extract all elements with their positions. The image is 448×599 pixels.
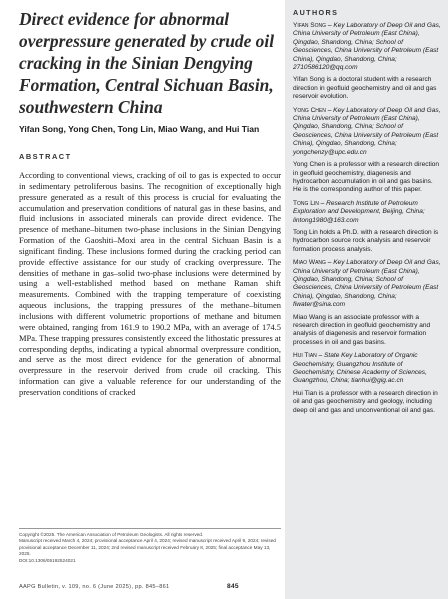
copyright-notice: Copyright ©2025. The American Association of Petroleum Geologists. All rights reserved.	[19, 532, 204, 537]
copyright-block	[19, 532, 281, 564]
author-list: Yifan Song, Yong Chen, Tong Lin, Miao Wang, and Hui Tian	[19, 124, 260, 134]
author-bio: Yifan Song is a doctoral student with a research direction in geofluid geochemistry and oil and gas reservoir evolution.	[293, 76, 437, 101]
author-entry	[293, 22, 442, 102]
affiliation-text: State Key Laboratory of Organic Geochemistry, Guangzhou Institute of Geochemistry, Chinese Academy of Sciences, Guangzhou, China; tianhui@gig.ac.cn	[293, 352, 427, 385]
author-name: Tong Lin	[293, 199, 319, 207]
authors-heading: AUTHORS	[293, 8, 339, 17]
manuscript-history: Manuscript received March 4, 2024; provisional acceptance April 4, 2024; revised manuscript received April 9, 2024; revised provisional acceptance December 11, 2024; 2nd revised manuscript received February 8, 2025; final acceptance May 13, 2025.	[19, 538, 276, 557]
main-column	[19, 8, 281, 398]
author-bio: Tong Lin holds a Ph.D. with a research direction is hydrocarbon source rock analysis and reservoir formation process analysis.	[293, 228, 439, 253]
affiliation-text: Key Laboratory of Deep Oil and Gas, China University of Petroleum (East China), Qingdao, Shandong, China; School of Geosciences, China University of Petroleum (East China), Qingdao, Shandong, China; 2710586120@qq.com	[293, 22, 441, 72]
authors-sidebar	[285, 0, 448, 599]
author-entry	[293, 259, 442, 347]
abstract-body: According to conventional views, cracking of oil to gas is expected to occur in sedimentary petroliferous basins. The recognition of exceptionally high pressure generated as a result of this process is crucial for evaluating the accumulation and preservation conditions of natural gas in these basins, and fluid inclusions in associated minerals can provide direct evidence. The presence of methane–bitumen two-phase inclusions in the Sinian Dengying Formation of the Gaoshiti–Moxi area in the central Sichuan Basin is a significant finding. These inclusions formed during the cracking period can provide effective assistance for our study of cracking overpressure. The densities of methane in gas–solid two-phase inclusions were determined by using a well-established method based on methane Raman shift measurements. Combined with the trapping temperature of coexisting aqueous inclusions, the trapping pressures of the methane–bitumen inclusions with different volumetric proportions of methane and bitumen were obtained, ranging from 161.9 to 190.2 MPa, with an average of 174.5 MPa. These trapping pressures consistently exceed the lithostatic pressures at corresponding depths, indicating a typical abnormal overpressure condition, and serve as the most direct evidence for the generation of abnormal overpressure in the reservoir derived from crude oil cracking. This information can give a valuable reference for our understanding of the preservation conditions of cracked	[19, 170, 281, 397]
author-affiliation: Tong Lin – Research Institute of Petroleum Exploration and Development, Beijing, China; lintong1980@163.com	[293, 199, 425, 224]
page-footer	[19, 584, 281, 590]
journal-citation: AAPG Bulletin, v. 109, no. 6 (June 2025), pp. 845–861	[19, 584, 170, 590]
author-affiliation: Yifan Song – Key Laboratory of Deep Oil and Gas, China University of Petroleum (East China), Qingdao, Shandong, China; School of Geosciences, China University of Petroleum (East China), Qingdao, Shandong, China; 2710586120@qq.com	[293, 22, 441, 72]
author-affiliation: Hui Tian – State Key Laboratory of Organic Geochemistry, Guangzhou Institute of Geochemistry, Chinese Academy of Sciences, Guangzhou, China; tianhui@gig.ac.cn	[293, 352, 427, 385]
author-bio: Yong Chen is a professor with a research direction in geofluid geochemistry, diagenesis and hydrocarbon accumulation in oil and gas basins. He is the corresponding author of this paper.	[293, 161, 440, 194]
author-bio: Miao Wang is an associate professor with a research direction in geofluid geochemistry and analysis of diagenesis and reservoir formation processes in oil and gas basins.	[293, 313, 431, 346]
author-name: Hui Tian	[293, 352, 317, 360]
doi: DOI:10.1306/05192524021	[19, 557, 76, 563]
footnote-divider	[19, 528, 281, 529]
author-entry	[293, 200, 442, 254]
author-entry	[293, 107, 442, 195]
affiliation-text: Key Laboratory of Deep Oil and Gas, China University of Petroleum (East China), Qingdao, Shandong, China; School of Geosciences, China University of Petroleum (East China), Qingdao, Shandong, China; yongchenzy@upc.edu.cn	[293, 106, 441, 156]
author-name: Yifan Song	[293, 22, 327, 29]
article-title: Direct evidence for abnormal overpressure generated by crude oil cracking in the Sinian Dengying Formation, Central Sichuan Basin, southwestern China	[19, 9, 275, 117]
affiliation-text: Key Laboratory of Deep Oil and Gas, China University of Petroleum (East China), Qingdao, Shandong, China; School of Geosciences, China University of Petroleum (East China), Qingdao, Shandong, China; fiwater@sina.com	[293, 259, 441, 309]
affiliation-text: Research Institute of Petroleum Exploration and Development, Beijing, China; lintong1980@163.com	[293, 199, 425, 224]
author-affiliation: Yong Chen – Key Laboratory of Deep Oil and Gas, China University of Petroleum (East China), Qingdao, Shandong, China; School of Geosciences, China University of Petroleum (East China), Qingdao, Shandong, China; yongchenzy@upc.edu.cn	[293, 106, 441, 156]
page-number: 845	[227, 583, 239, 590]
author-bio: Hui Tian is a professor with a research direction in oil and gas geochemistry and geology, including deep oil and gas and unconventional oil and gas.	[293, 389, 438, 414]
abstract-heading: ABSTRACT	[19, 152, 72, 161]
author-name: Miao Wang	[293, 259, 326, 267]
author-name: Yong Chen	[293, 106, 326, 114]
author-affiliation: Miao Wang – Key Laboratory of Deep Oil and Gas, China University of Petroleum (East China), Qingdao, Shandong, China; School of Geosciences, China University of Petroleum (East China), Qingdao, Shandong, China; fiwater@sina.com	[293, 259, 441, 309]
author-entry	[293, 352, 442, 415]
